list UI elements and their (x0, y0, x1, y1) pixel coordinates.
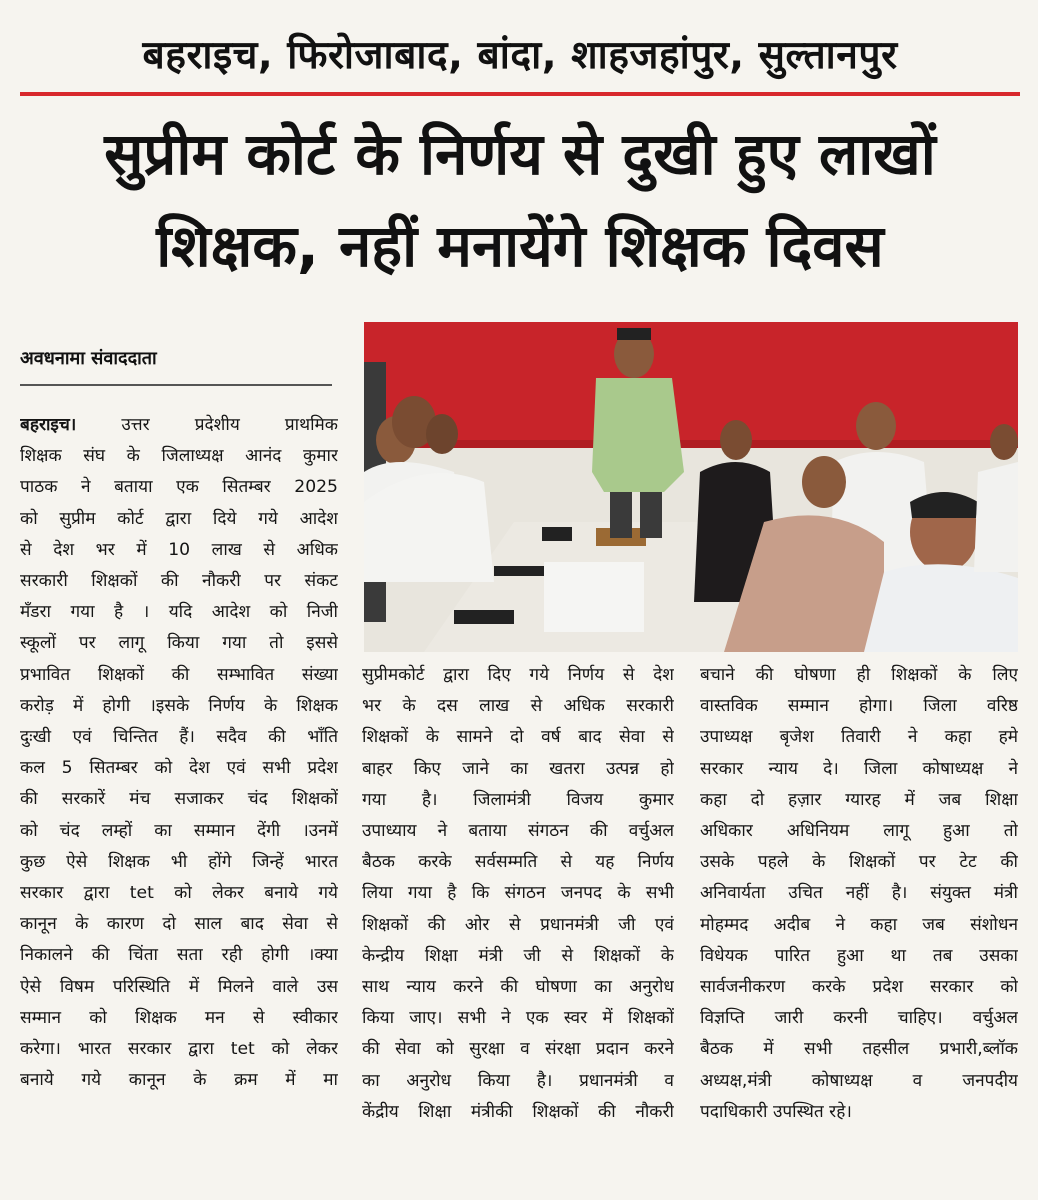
article-line: कानून के कारण दो साल बाद सेवा से (20, 914, 338, 935)
article-line: भर के दस लाख से अधिक सरकारी (362, 696, 674, 717)
article-line: सरकार द्वारा tet को लेकर बनाये गये (20, 883, 338, 904)
article-line: सरकार न्याय दे। जिला कोषाध्यक्ष ने (700, 758, 1018, 779)
article-line: कहा दो हज़ार ग्यारह में जब शिक्षा (700, 789, 1018, 810)
article-line: प्रभावित शिक्षकों की सम्भावित संख्या (20, 664, 338, 685)
article-line: की सेवा को सुरक्षा व संरक्षा प्रदान करने (362, 1039, 674, 1060)
article-line: से देश भर में 10 लाख से अधिक (20, 539, 338, 560)
article-line: लिया गया है कि संगठन जनपद के सभी (362, 883, 674, 904)
article-line: विधेयक पारित हुआ था तब उसका (700, 945, 1018, 966)
header-divider (20, 92, 1020, 96)
byline-divider (20, 384, 332, 386)
article-line: शिक्षकों की ओर से प्रधानमंत्री जी एवं (362, 914, 674, 935)
article-line: केंद्रीय शिक्षा मंत्रीकी शिक्षकों की नौकरी (362, 1101, 674, 1122)
dateline: बहराइच। (20, 415, 77, 435)
headline-line-1: सुप्रीम कोर्ट के निर्णय से दुखी हुए लाखों (104, 120, 936, 188)
article-line: बैठक में सभी तहसील प्रभारी,ब्लॉक (700, 1039, 1018, 1060)
photo-wall-red (364, 322, 1018, 440)
article-line: उपाध्याय ने बताया संगठन की वर्चुअल (362, 821, 674, 842)
article-line: गया है। जिलामंत्री विजय कुमार (362, 789, 674, 810)
article-line: सम्मान को शिक्षक मन से स्वीकार (20, 1007, 338, 1028)
article-line: को चंद लम्हों का सम्मान देंगी ।उनमें (20, 820, 338, 841)
article-line: वास्तविक सम्मान होगा। जिला वरिष्ठ (700, 696, 1018, 717)
article-line: बचाने की घोषणा ही शिक्षकों के लिए (700, 665, 1018, 685)
article-line: को सुप्रीम कोर्ट द्वारा दिये गये आदेश (20, 508, 338, 529)
article-line: कुछ ऐसे शिक्षक भी होंगे जिन्हें भारत (20, 851, 338, 872)
article-line: का अनुरोध किया है। प्रधानमंत्री व (362, 1070, 674, 1091)
article-line: पाठक ने बताया एक सितम्बर 2025 (20, 477, 338, 498)
article-line: करोड़ में होगी ।इसके निर्णय के शिक्षक (20, 695, 338, 716)
meeting-photo (364, 322, 1018, 652)
article-line: निकालने की चिंता सता रही होगी ।क्या (20, 945, 338, 966)
article-line: बनाये गये कानून के क्रम में मा (20, 1070, 338, 1091)
article-line: करेगा। भारत सरकार द्वारा tet को लेकर (20, 1039, 338, 1060)
article-line: अनिवार्यता उचित नहीं है। संयुक्त मंत्री (700, 883, 1018, 904)
headline-line-2: शिक्षक, नहीं मनायेंगे शिक्षक दिवस (156, 212, 884, 280)
article-line-first (20, 410, 338, 441)
article-line: उसके पहले के शिक्षकों पर टेट की (700, 852, 1018, 873)
headline (20, 108, 1020, 292)
article-line: सुप्रीमकोर्ट द्वारा दिए गये निर्णय से देश (362, 665, 674, 685)
article-line: मोहम्मद अदीब ने कहा जब संशोधन (700, 914, 1018, 935)
article-line: बैठक करके सर्वसम्मति से यह निर्णय (362, 852, 674, 873)
article-column-1 (20, 410, 338, 1096)
article-line: कल 5 सितम्बर को देश एवं सभी प्रदेश (20, 758, 338, 779)
article-line: की सरकारें मंच सजाकर चंद शिक्षकों (20, 789, 338, 810)
article-line: शिक्षकों के सामने दो वर्ष बाद सेवा से (362, 727, 674, 748)
article-line: केन्द्रीय शिक्षा मंत्री जी से शिक्षकों के (362, 945, 674, 966)
article-line: सरकारी शिक्षकों की नौकरी पर संकट (20, 571, 338, 592)
article-line: मँडरा गया है । यदि आदेश को निजी (20, 602, 338, 623)
section-cities-header: बहराइच, फिरोजाबाद, बांदा, शाहजहांपुर, सुल्तानपुर (142, 32, 898, 78)
article-line: दुःखी एवं चिन्तित हैं। सदैव की भाँति (20, 727, 338, 748)
article-line: स्कूलों पर लागू किया गया तो इससे (20, 633, 338, 654)
meeting-photo-icon (364, 322, 1018, 652)
article-line-last: पदाधिकारी उपस्थित रहे। (700, 1101, 852, 1122)
article-text: उत्तर प्रदेशीय प्राथमिक (76, 415, 338, 435)
article-line: किया जाए। सभी ने एक स्वर में शिक्षकों (362, 1008, 674, 1029)
article-line: शिक्षक संघ के जिलाध्यक्ष आनंद कुमार (20, 446, 338, 467)
article-line: सार्वजनीकरण करके प्रदेश सरकार को (700, 977, 1018, 998)
article-line: बाहर किए जाने का खतरा उत्पन्न हो (362, 758, 674, 779)
article-line: ऐसे विषम परिस्थिति में मिलने वाले उस (20, 976, 338, 997)
byline: अवधनामा संवाददाता (20, 348, 157, 369)
article-line: उपाध्यक्ष बृजेश तिवारी ने कहा हमे (700, 727, 1018, 748)
article-line: साथ न्याय करने की घोषणा का अनुरोध (362, 977, 674, 998)
article-line: अध्यक्ष,मंत्री कोषाध्यक्ष व जनपदीय (700, 1070, 1018, 1091)
article-column-2 (362, 660, 674, 1128)
article-line: विज्ञप्ति जारी करनी चाहिए। वर्चुअल (700, 1008, 1018, 1029)
article-line: अधिकार अधिनियम लागू हुआ तो (700, 821, 1018, 842)
article-column-3 (700, 660, 1018, 1128)
